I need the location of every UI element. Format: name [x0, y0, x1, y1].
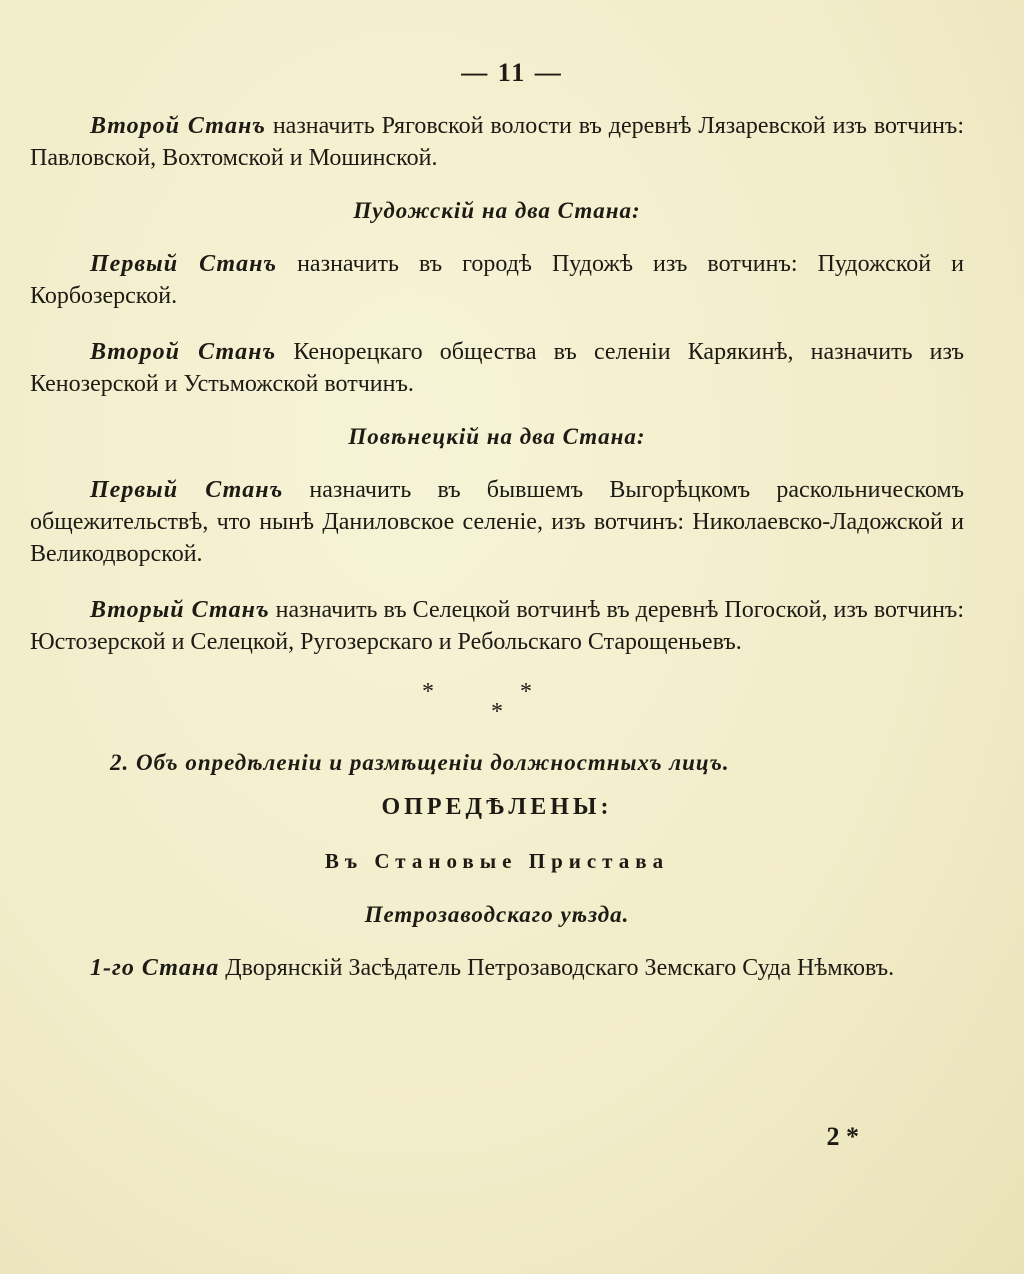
paragraph-lead: 1-го Стана [90, 955, 220, 981]
paragraph-second-stan-povenets [30, 594, 964, 658]
paragraph-lead: Первый Станъ [90, 251, 278, 277]
page-number: — 11 — [461, 58, 563, 87]
paragraph-text: назначить въ бывшемъ Выгорѣцкомъ раскольническомъ общежительствѣ, что нынѣ Даниловское селеніе, изъ вотчинъ: Николаевско-Ладожской и Великодворской. [30, 477, 964, 567]
county-heading: Петрозаводскаго уѣзда. [364, 902, 630, 927]
defined-heading: ОПРЕДѢЛЕНЫ: [381, 794, 613, 820]
paragraph-lead: Вторый Станъ [90, 597, 270, 623]
paragraph-second-stan-pudozh [30, 336, 964, 400]
paragraph-text: назначить Ряговской волости въ деревнѣ Лязаревской изъ вотчинъ: Павловской, Вохтомской и Мошинской. [30, 113, 964, 171]
paragraph-first-stan-povenets [30, 474, 964, 570]
asterism [30, 679, 964, 725]
paragraph-lead: Второй Станъ [90, 113, 266, 139]
paragraph-first-stan-pudozh [30, 248, 964, 312]
paragraph-second-stan-pavlov [30, 110, 964, 174]
paragraph-lead: Второй Станъ [90, 339, 277, 365]
heading-povenets: Повѣнецкій на два Стана: [348, 424, 646, 449]
paragraph-text: Кенорецкаго общества въ селеніи Карякинѣ, назначить изъ Кенозерской и Устьможской вотчинъ. [30, 339, 965, 397]
asterism-bottom: * [491, 699, 503, 725]
paragraph-text: назначить въ Селецкой вотчинѣ въ деревнѣ Погоской, изъ вотчинъ: Юстозерской и Селецкой, Ругозерскаго и Ребольскаго Старощеньевъ. [30, 597, 964, 655]
paragraph-text: назначить въ городѣ Пудожѣ изъ вотчинъ: Пудожской и Корбозерской. [30, 251, 964, 309]
heading-pudozh: Пудожскій на два Стана: [353, 198, 641, 223]
section-title: 2. Объ опредѣленіи и размѣщеніи должностныхъ лицъ. [110, 750, 730, 775]
paragraph-text: Дворянскій Засѣдатель Петрозаводскаго Земскаго Суда Нѣмковъ. [219, 955, 895, 981]
paragraph-lead: Первый Станъ [90, 477, 284, 503]
asterism-top: * * [422, 679, 572, 705]
catchword: 2 * [826, 1122, 859, 1151]
subheading-stanovye-pristava: Въ Становые Пристава [324, 849, 670, 873]
paragraph-first-stan-appointment [30, 952, 964, 984]
